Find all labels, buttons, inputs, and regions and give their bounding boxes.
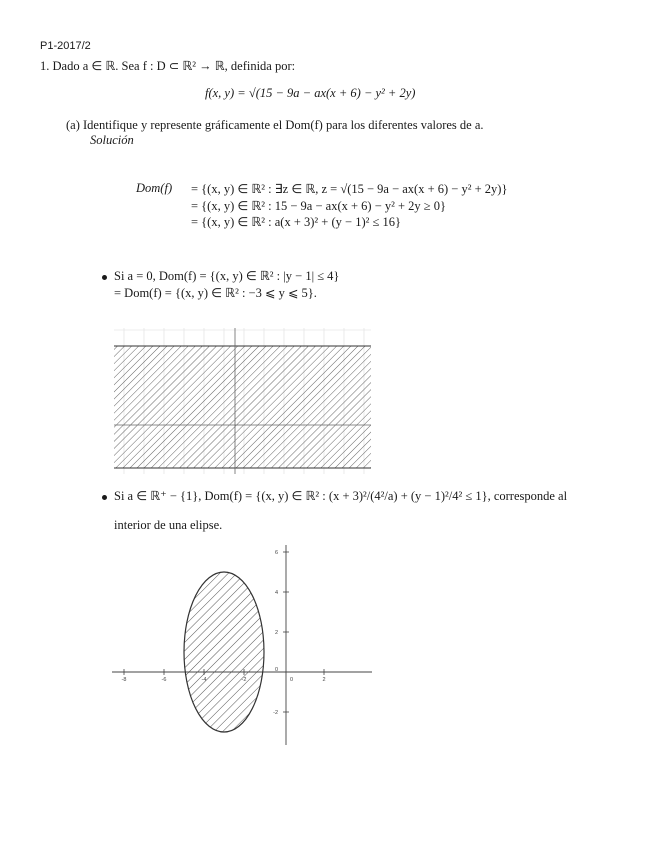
strip-domain-figure: [114, 328, 371, 474]
function-definition: f(x, y) = √(15 − 9a − ax(x + 6) − y² + 2y): [205, 86, 416, 100]
y-tick-label: -2: [273, 710, 278, 716]
y-tick-label: 0: [274, 667, 278, 673]
part-a-label: (a): [66, 118, 80, 132]
bullet-icon: [102, 495, 107, 500]
ellipse-domain-figure: [112, 545, 372, 747]
y-tick-label: 6: [274, 550, 278, 556]
x-tick-label: -6: [161, 677, 167, 683]
part-a-question: [66, 118, 484, 133]
exam-header: P1-2017/2: [40, 40, 91, 52]
domain-line-2: = {(x, y) ∈ ℝ² : 15 − 9a − ax(x + 6) − y² + 2y ≥ 0}: [191, 199, 447, 213]
x-tick-label: -2: [241, 677, 247, 683]
strip-hatched-region: [114, 346, 371, 468]
solution-label: Solución: [90, 133, 134, 147]
case-a-positive-line-1: Si a ∈ ℝ⁺ − {1}, Dom(f) = {(x, y) ∈ ℝ² : (x + 3)²/(4²/a) + (y − 1)²/4² ≤ 1}, corresponde al: [114, 489, 568, 503]
case-a-zero-line-1: Si a = 0, Dom(f) = {(x, y) ∈ ℝ² : |y − 1| ≤ 4}: [114, 269, 340, 283]
domain-lhs: Dom(f): [136, 181, 173, 195]
domain-line-3: = {(x, y) ∈ ℝ² : a(x + 3)² + (y − 1)² ≤ 16}: [191, 215, 401, 229]
y-tick-label: 2: [274, 630, 278, 636]
bullet-icon: [102, 275, 107, 280]
x-tick-label: 0: [290, 677, 294, 683]
case-a-zero-line-2: = Dom(f) = {(x, y) ∈ ℝ² : −3 ⩽ y ⩽ 5}.: [114, 286, 317, 300]
case-a-positive: [102, 488, 567, 504]
problem-statement: [40, 58, 295, 74]
x-tick-label: 2: [322, 677, 326, 683]
ellipse-hatched-region: [184, 572, 264, 732]
case-a-positive-line-2: interior de una elipse.: [114, 518, 223, 532]
x-tick-label: -4: [201, 677, 207, 683]
y-tick-label: 4: [274, 590, 278, 596]
domain-line-1: = {(x, y) ∈ ℝ² : ∃z ∈ ℝ, z = √(15 − 9a − ax(x + 6) − y² + 2y)}: [191, 182, 508, 196]
case-a-zero: [102, 268, 339, 284]
problem-text: Dado a ∈ ℝ. Sea f : D ⊂ ℝ² → ℝ, definida por:: [52, 59, 296, 73]
x-tick-label: -8: [121, 677, 127, 683]
part-a-text: Identifique y represente gráficamente el Dom(f) para los diferentes valores de a.: [83, 118, 484, 132]
problem-number: 1.: [40, 59, 50, 73]
